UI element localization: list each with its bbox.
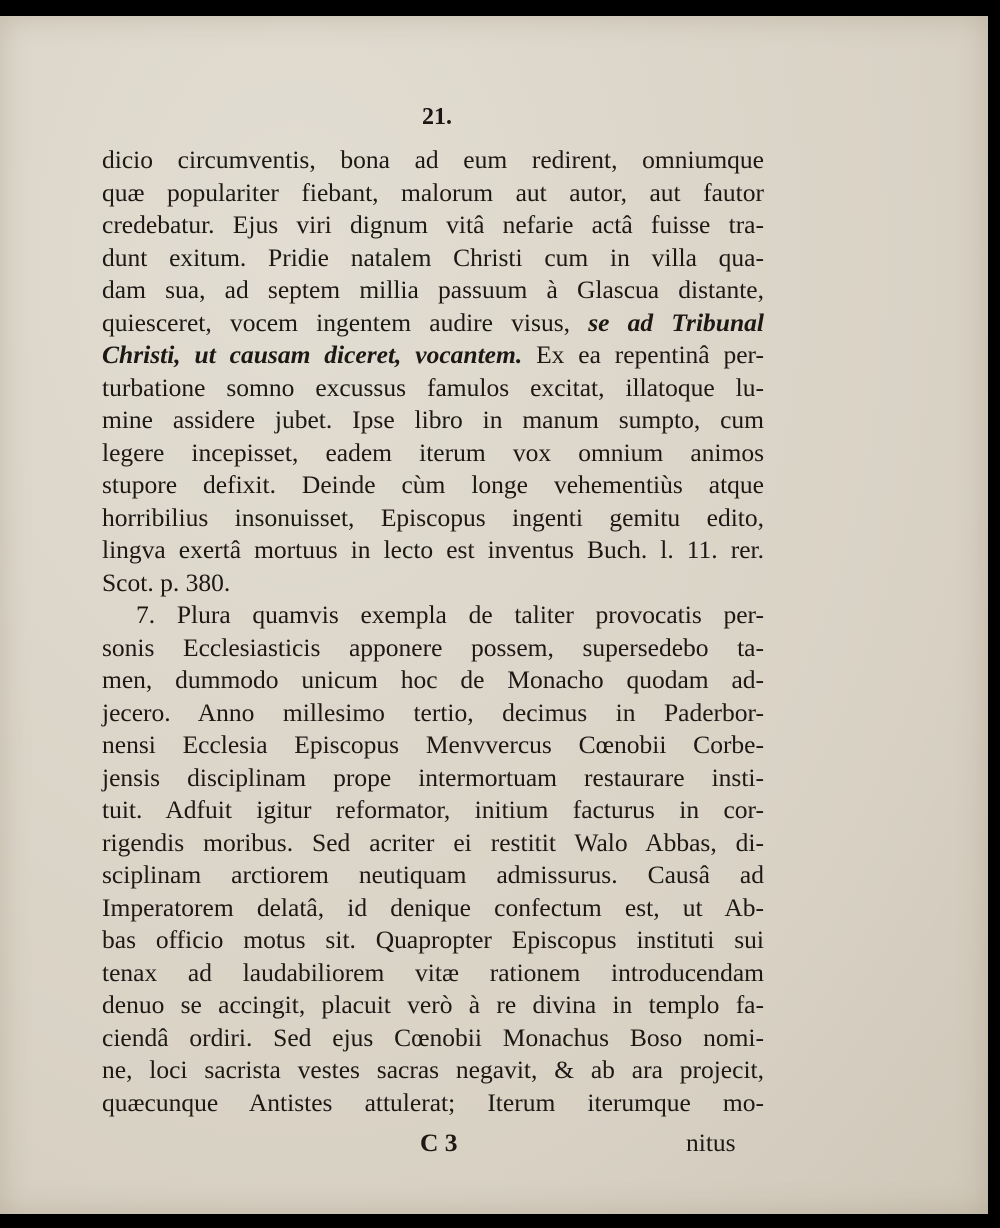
text-line — [102, 827, 764, 860]
text-segment: Christi, ut causam diceret, vocantem. — [102, 340, 523, 369]
page-number: 21. — [422, 104, 452, 130]
text-line — [102, 339, 764, 372]
text-segment: bas officio motus sit. Quapropter Episcopus instituti sui — [102, 925, 764, 954]
text-line — [102, 177, 764, 210]
text-line — [102, 924, 764, 957]
text-segment: nensi Ecclesia Episcopus Menvvercus Cœnobii Corbe- — [102, 730, 764, 759]
text-line — [102, 664, 764, 697]
signature-mark: C 3 — [420, 1128, 458, 1157]
text-segment: quiesceret, vocem ingentem audire visus, — [102, 307, 589, 337]
text-line — [102, 502, 764, 535]
text-segment: Imperatorem delatâ, id denique confectum est, ut Ab- — [102, 892, 764, 922]
text-line — [102, 404, 764, 437]
text-segment: dam sua, ad septem millia passuum à Glascua distante, — [102, 275, 764, 304]
text-segment: sonis Ecclesiasticis apponere possem, supersedebo ta- — [102, 632, 764, 662]
text-line — [102, 209, 764, 242]
text-line — [102, 697, 764, 730]
text-segment: jecero. Anno millesimo tertio, decimus in Paderbor- — [102, 697, 764, 727]
text-line — [102, 599, 764, 632]
text-segment: men, dummodo unicum hoc de Monacho quodam ad- — [102, 665, 764, 694]
text-line — [102, 957, 764, 990]
text-segment: quæ populariter fiebant, malorum aut autor, aut fautor — [102, 177, 764, 207]
text-segment: turbatione somno excussus famulos excitat, illatoque lu- — [102, 372, 764, 402]
text-line — [102, 1087, 764, 1120]
text-segment: dicio circumventis, bona ad eum redirent, omniumque — [102, 145, 764, 174]
text-line — [102, 989, 764, 1022]
text-line — [102, 307, 764, 340]
text-segment: horribilius insonuisset, Episcopus ingenti gemitu edito, — [102, 502, 764, 532]
text-line — [102, 892, 764, 925]
text-segment: Scot. p. 380. — [102, 567, 231, 597]
text-segment: ciendâ ordiri. Sed ejus Cœnobii Monachus Boso nomi- — [102, 1022, 764, 1052]
text-segment: Ex ea repentinâ per- — [522, 340, 765, 369]
text-segment: stupore defixit. Deinde cùm longe vehementiùs atque — [102, 470, 764, 499]
text-segment: tenax ad laudabiliorem vitæ rationem introducendam — [102, 957, 764, 987]
catchword: nitus — [686, 1128, 736, 1157]
text-segment: rigendis moribus. Sed acriter ei restitit Walo Abbas, di- — [102, 827, 764, 857]
text-line — [102, 567, 764, 600]
text-segment: lingva exertâ mortuus in lecto est inventus Buch. l. 11. rer. — [102, 535, 764, 564]
text-segment: ne, loci sacrista vestes sacras negavit, & ab ara projecit, — [102, 1055, 764, 1084]
text-line — [102, 437, 764, 470]
text-segment: dunt exitum. Pridie natalem Christi cum in villa qua- — [102, 242, 764, 272]
text-line — [102, 632, 764, 665]
body-text — [102, 144, 764, 1119]
text-line — [102, 794, 764, 827]
text-line — [102, 144, 764, 177]
text-segment: tuit. Adfuit igitur reformator, initium facturus in cor- — [102, 795, 764, 824]
text-segment: credebatur. Ejus viri dignum vitâ nefarie actâ fuisse tra- — [102, 210, 764, 239]
text-line — [102, 274, 764, 307]
book-page — [0, 16, 988, 1214]
text-segment: jensis disciplinam prope intermortuam restaurare insti- — [102, 762, 764, 792]
text-segment: denuo se accingit, placuit verò à re divina in templo fa- — [102, 990, 764, 1019]
text-line — [102, 534, 764, 567]
text-segment: 7. Plura quamvis exempla de taliter provocatis per- — [136, 600, 764, 629]
text-segment: se ad Tribunal — [588, 307, 764, 337]
text-segment: sciplinam arctiorem neutiquam admissurus. Causâ ad — [102, 860, 764, 889]
text-segment: mine assidere jubet. Ipse libro in manum sumpto, cum — [102, 405, 764, 434]
text-line — [102, 469, 764, 502]
text-line — [102, 859, 764, 892]
text-line — [102, 1054, 764, 1087]
text-segment: legere incepisset, eadem iterum vox omnium animos — [102, 437, 764, 467]
text-line — [102, 372, 764, 405]
text-line — [102, 242, 764, 275]
text-segment: quæcunque Antistes attulerat; Iterum iterumque mo- — [102, 1087, 764, 1117]
text-line — [102, 729, 764, 762]
text-line — [102, 762, 764, 795]
text-line — [102, 1022, 764, 1055]
